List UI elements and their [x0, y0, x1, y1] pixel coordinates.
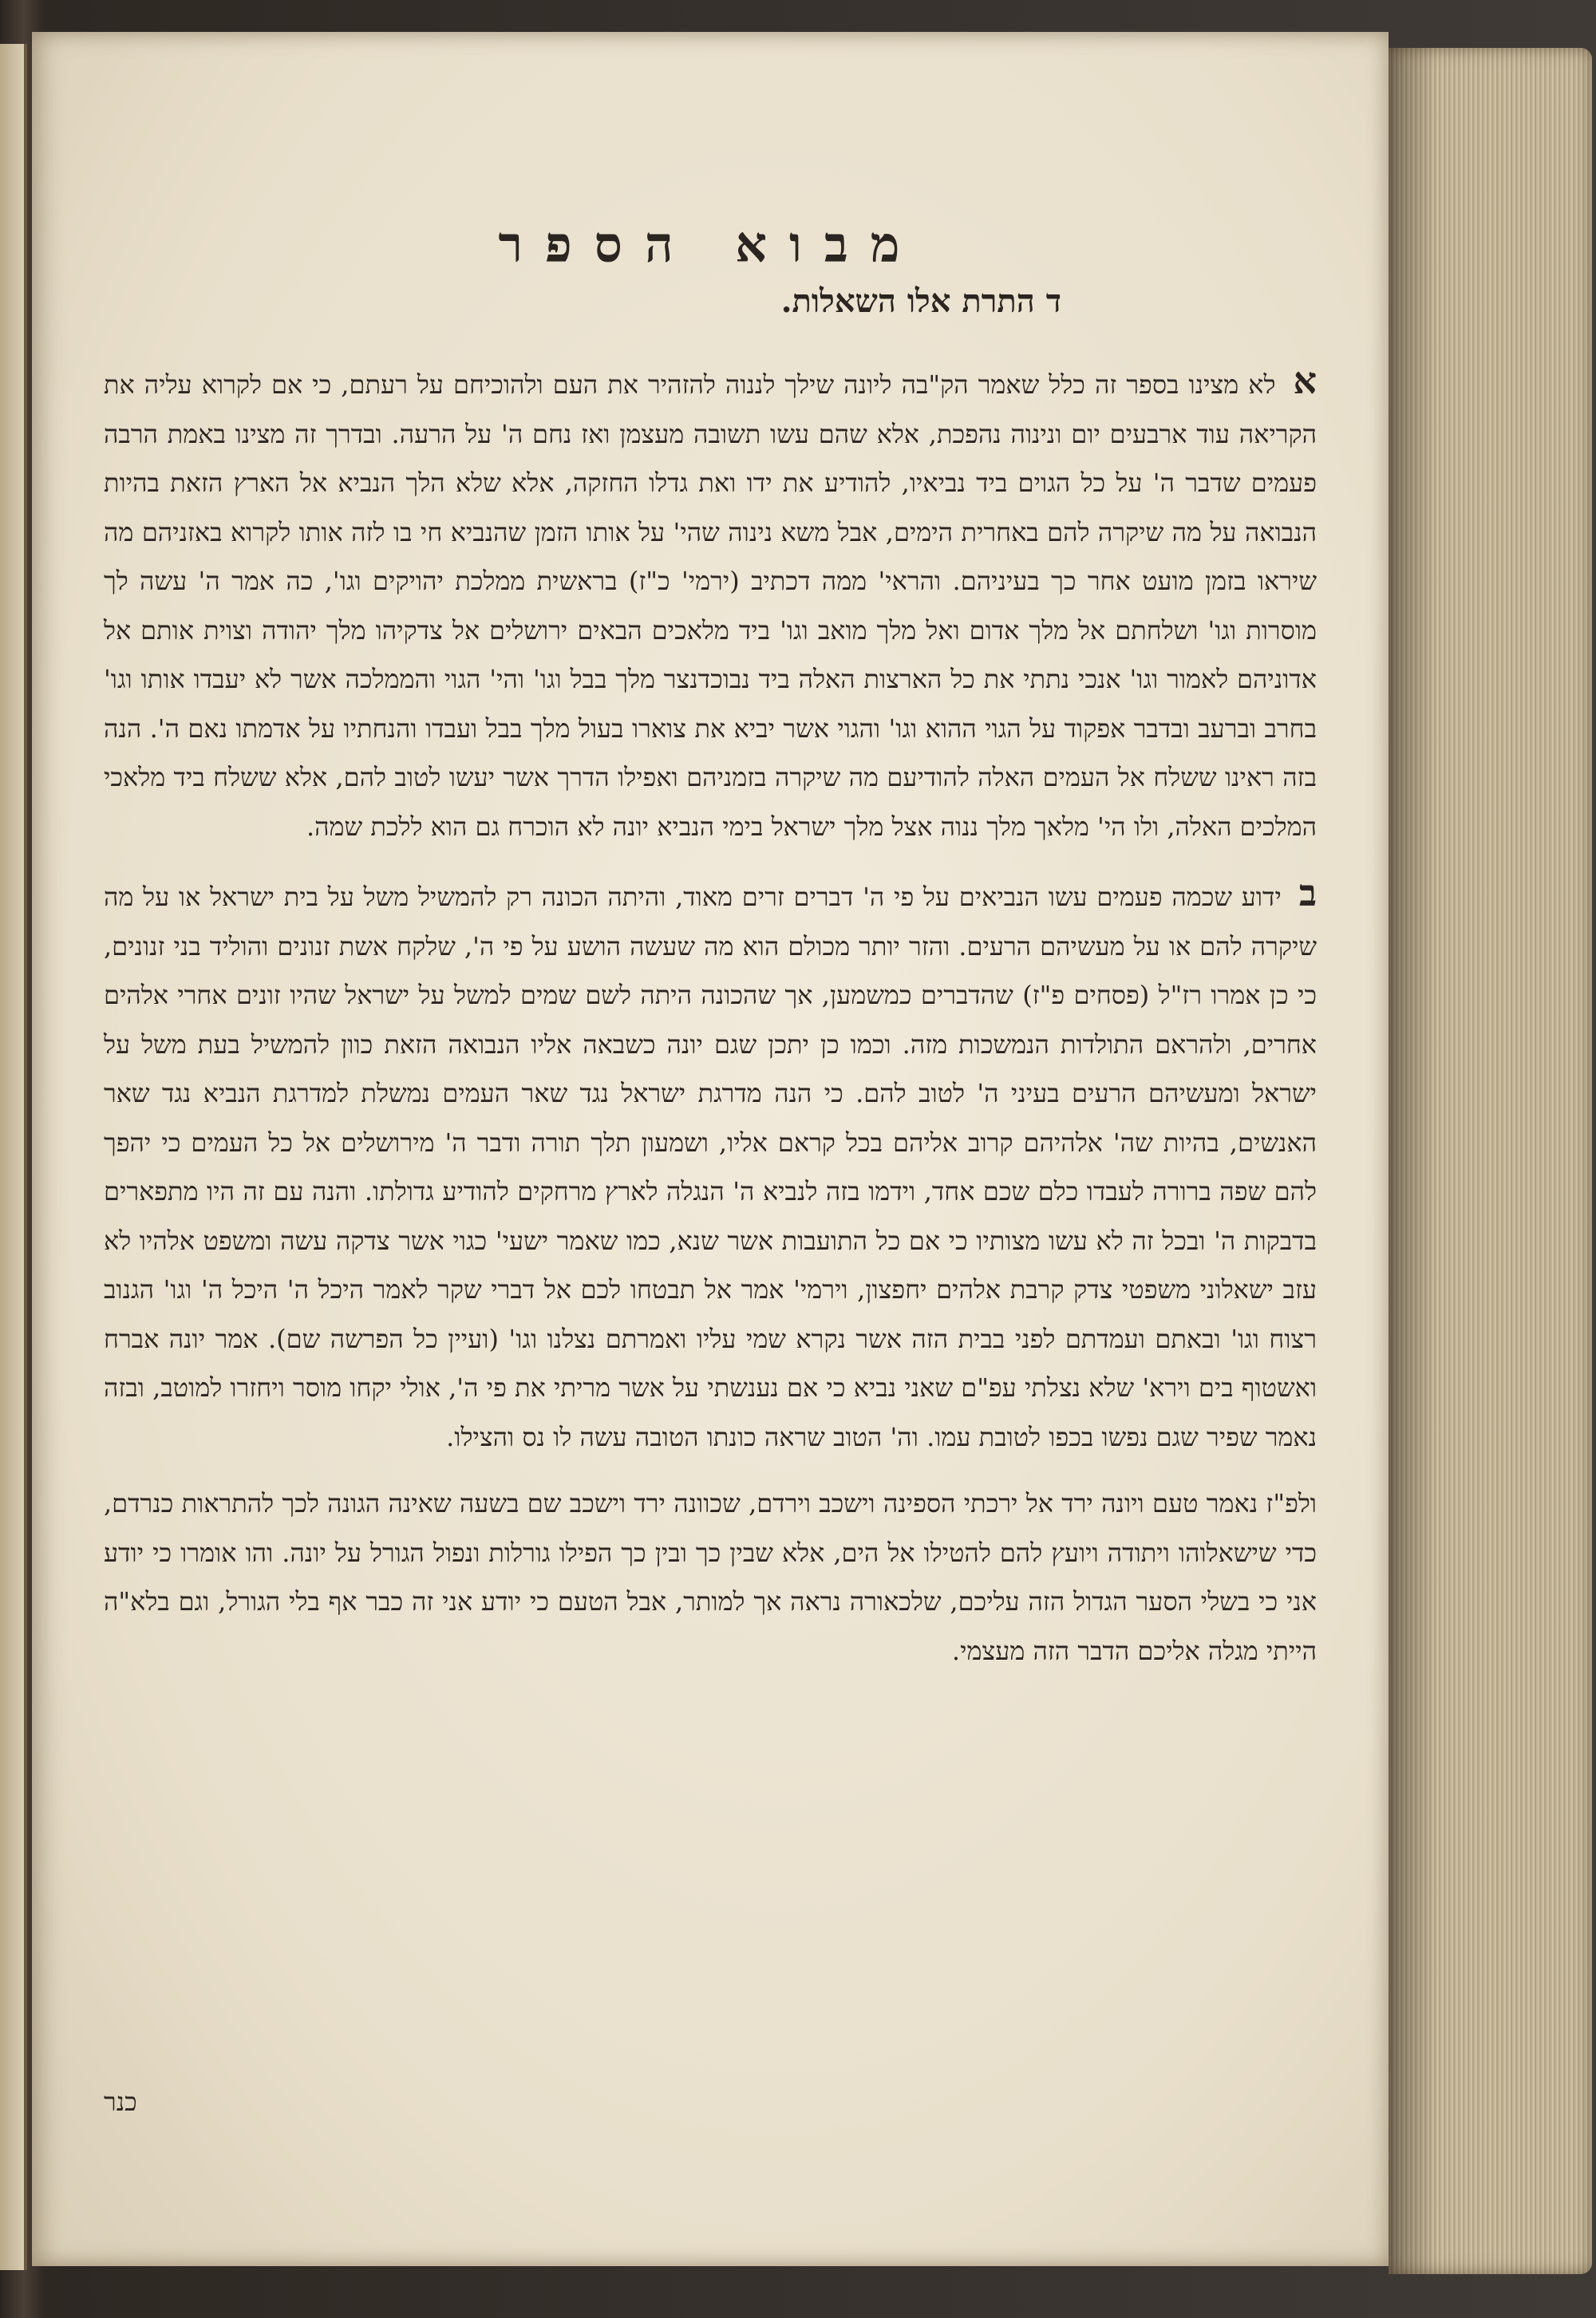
facing-page-edge — [0, 44, 27, 2270]
paragraph-initial: ב — [1298, 871, 1317, 914]
section-letter: ד — [1045, 282, 1061, 320]
paragraph-initial: א — [1293, 359, 1317, 402]
book-page — [32, 32, 1389, 2266]
paragraph-2 — [104, 869, 1317, 1462]
paragraph-text: לא מצינו בספר זה כלל שאמר הק"בה ליונה שילך לננוה להזהיר את העם ולהוכיחם על רעתם, כי אם לקרוא עליה את הקריאה עוד ארבעים יום ונינוה נהפכת, אלא שהם עשו תשובה מעצמן ואז נחם ה' על הרעה. ובדרך זה מצינו באמת הרבה פעמים שדבר ה' על כל הגוים ביד נביאיו, להודיע את ידו ואת גדלו החזקה, אלא שלא הלך הנביא אל הארץ הזאת בהיות הנבואה על מה שיקרה להם באחרית הימים, אבל משא נינוה שהי' על אותו הזמן שהנביא חי בו לזה אותו לקרוא באזניהם מה שיראו בזמן מועט אחר כך בעיניהם. והראי' ממה דכתיב (ירמי' כ"ז) בראשית ממלכת יהויקים וגו', כה אמר ה' עשה לך מוסרות וגו' ושלחתם אל מלך אדום ואל מלך מואב וגו' ביד מלאכים הבאים ירושלים אל צדקיהו מלך יהודה וצוית אותם אל אדוניהם לאמור וגו' אנכי נתתי את כל הארצות האלה ביד נבוכדנצר מלך בבל וגו' והי' הגוי והממלכה אשר לא יעבדו אותו וגו' בחרב וברעב ובדבר אפקוד על הגוי ההוא וגו' והגוי אשר יביא את צוארו בעול מלך בבל ועבדו והנחתיו על אדמתו נאם ה'. הנה בזה ראינו ששלח אל העמים האלה להודיעם מה שיקרה בזמניהם ואפילו הדרך אשר יעשו לטוב להם, אלא ששלח ביד מלאכי המלכים האלה, ולו הי' מלאך מלך ננוה אצל מלך ישראל בימי הנביא יונה לא הוכרח גם הוא ללכת שמה. — [104, 369, 1317, 842]
paragraph-1 — [104, 357, 1317, 851]
catchword: כנר — [104, 2087, 137, 2117]
paragraph-text: ידוע שכמה פעמים עשו הנביאים על פי ה' דברים זרים מאוד, והיתה הכונה רק להמשיל משל על בית ישראל או על מה שיקרה להם או על מעשיהם הרעים. והזר יותר מכולם הוא מה שעשה הושע על פי ה', שלקח אשת זנונים והוליד בני זנונים, כי כן אמרו רז"ל (פסחים פ"ז) שהדברים כמשמען, אך שהכונה היתה לשם שמים למשל על ישראל שהיו זונים אחרי אלהים אחרים, ולהראם התולדות הנמשכות מזה. וכמו כן יתכן שגם יונה כשבאה אליו הנבואה הזאת כוון להמשיל בעת משל על ישראל ומעשיהם הרעים בעיני ה' לטוב להם. כי הנה מדרגת ישראל נגד שאר העמים נמשלת למדרגת הנביא נגד שאר האנשים, בהיות שה' אלהיהם קרוב אליהם בכל קראם אליו, ושמעון תלך תורה ודבר ה' מירושלים אל כל העמים כי יהפך להם שפה ברורה לעבדו כלם שכם אחד, וידמו בזה לנביא ה' הנגלה לארץ מרחקים להודיע גדולתו. והנה עם זה היו מתפארים בדבקות ה' ובכל זה לא עשו מצותיו כי אם כל התועבות אשר שנא, כמו שאמר ישעי' כגוי אשר צדקה עשה ומשפט אלהיו לא עזב ישאלוני משפטי צדק קרבת אלהים יחפצון, וירמי' אמר אל תבטחו לכם אל דברי שקר לאמר היכל ה' היכל ה' וגו' הגנוב רצוח וגו' ובאתם ועמדתם לפני בבית הזה אשר נקרא שמי עליו ואמרתם נצלנו וגו' (ועיין כל הפרשה שם). אמר יונה אברח ואשטוף בים וירא' שלא נצלתי עפ"ם שאני נביא כי אם נענשתי על אשר מריתי את פי ה', אולי יקחו מוסר ויחזרו למוטב, ובזה נאמר שפיר שגם נפשו בכפו לטובת עמו. וה' הטוב שראה כונתו הטובה עשה לו נס והצילו. — [104, 882, 1317, 1452]
paragraph-text: ולפ"ז נאמר טעם ויונה ירד אל ירכתי הספינה וישכב וירדם, שכוונה ירד וישכב שם בשעה שאינה הגונה לכך להתראות כנרדם, כדי שישאלוהו ויתודה ויועץ להם להטילו אל הים, אלא שבין כך ובין כך הפילו גורלות ונפול הגורל על יונה. והו אומרו כי יודע אני כי בשלי הסער הגדול הזה עליכם, שלכאורה נראה אך למותר, אבל הטעם כי יודע אני זה כבר אף בלי הגורל, וגם בלא"ה הייתי מגלה אליכם הדבר הזה מעצמי. — [104, 1488, 1317, 1666]
page-stack-shadow — [1389, 48, 1436, 2274]
section-title: התרת אלו השאלות. — [780, 282, 1035, 320]
paragraph-3 — [104, 1479, 1317, 1676]
page-text — [104, 192, 1317, 1693]
page-title: מבוא הספר — [498, 215, 922, 274]
section-heading — [104, 282, 1317, 320]
